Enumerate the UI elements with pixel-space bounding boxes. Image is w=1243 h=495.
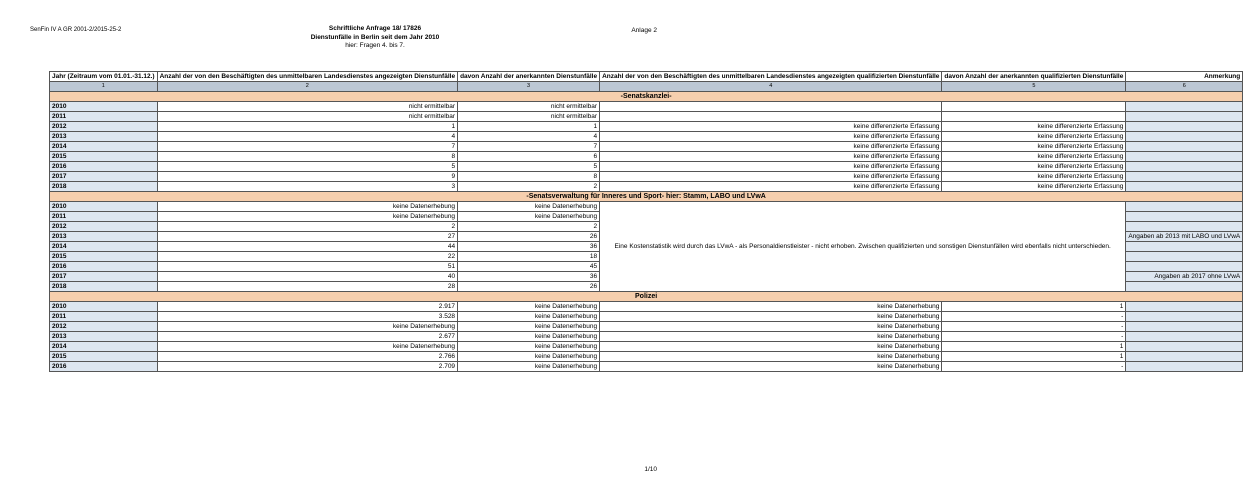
table-row (50, 112, 1243, 122)
table-row (50, 322, 1243, 332)
qualified-recognized-cell: - (942, 332, 1126, 342)
qualified-reported-cell: keine Datenerhebung (600, 312, 942, 322)
remark-cell (1126, 342, 1243, 352)
recognized-cell: nicht ermittelbar (458, 112, 600, 122)
col-number: 1 (50, 82, 158, 92)
recognized-cell: keine Datenerhebung (458, 212, 600, 222)
qualified-reported-cell: keine differenzierte Erfassung (600, 142, 942, 152)
year-cell: 2016 (50, 162, 158, 172)
reported-cell: 28 (157, 282, 457, 292)
recognized-cell: 26 (458, 232, 600, 242)
remark-cell (1126, 262, 1243, 272)
year-cell: 2013 (50, 132, 158, 142)
col-header-reported: Anzahl der von den Beschäftigten des unmittelbaren Landesdienstes angezeigten Dienstunfälle (157, 72, 457, 82)
reported-cell: 5 (157, 162, 457, 172)
remark-cell (1126, 202, 1243, 212)
reported-cell: 27 (157, 232, 457, 242)
reported-cell: nicht ermittelbar (157, 112, 457, 122)
qualified-recognized-cell: 1 (942, 342, 1126, 352)
qualified-recognized-cell: keine differenzierte Erfassung (942, 162, 1126, 172)
remark-cell (1126, 152, 1243, 162)
col-number: 2 (157, 82, 457, 92)
recognized-cell: 26 (458, 282, 600, 292)
recognized-cell: nicht ermittelbar (458, 102, 600, 112)
col-header-qualified-reported: Anzahl der von den Beschäftigten des unmittelbaren Landesdienstes angezeigten qualifizierten Dienstunfälle (600, 72, 942, 82)
recognized-cell: 36 (458, 272, 600, 282)
recognized-cell: keine Datenerhebung (458, 342, 600, 352)
year-cell: 2015 (50, 152, 158, 162)
qualified-recognized-cell: keine differenzierte Erfassung (942, 142, 1126, 152)
table-header-row (50, 72, 1243, 82)
year-cell: 2011 (50, 112, 158, 122)
table-row (50, 162, 1243, 172)
qualified-recognized-cell: keine differenzierte Erfassung (942, 132, 1126, 142)
col-number: 5 (942, 82, 1126, 92)
reported-cell: 7 (157, 142, 457, 152)
section-header-row (50, 192, 1243, 202)
remark-cell (1126, 142, 1243, 152)
remark-cell (1126, 172, 1243, 182)
reported-cell: keine Datenerhebung (157, 202, 457, 212)
reported-cell: 8 (157, 152, 457, 162)
reported-cell: 2.709 (157, 362, 457, 372)
year-cell: 2014 (50, 342, 158, 352)
year-cell: 2012 (50, 122, 158, 132)
qualified-reported-cell: keine Datenerhebung (600, 342, 942, 352)
reported-cell: keine Datenerhebung (157, 322, 457, 332)
reported-cell: 2.677 (157, 332, 457, 342)
table-row (50, 362, 1243, 372)
qualified-recognized-cell (942, 102, 1126, 112)
qualified-reported-cell: keine differenzierte Erfassung (600, 122, 942, 132)
remark-cell: Angaben ab 2017 ohne LVwA (1126, 272, 1243, 282)
recognized-cell: 2 (458, 182, 600, 192)
document-title-block (250, 25, 500, 51)
qualified-reported-cell: keine Datenerhebung (600, 352, 942, 362)
remark-cell (1126, 282, 1243, 292)
qualified-reported-cell: keine differenzierte Erfassung (600, 152, 942, 162)
col-header-remark: Anmerkung (1126, 72, 1243, 82)
qualified-reported-cell: keine Datenerhebung (600, 302, 942, 312)
recognized-cell: 18 (458, 252, 600, 262)
qualified-reported-cell: keine differenzierte Erfassung (600, 132, 942, 142)
remark-cell (1126, 322, 1243, 332)
remark-cell (1126, 242, 1243, 252)
reported-cell: 4 (157, 132, 457, 142)
qualified-recognized-cell: - (942, 322, 1126, 332)
year-cell: 2014 (50, 242, 158, 252)
remark-cell (1126, 132, 1243, 142)
qualified-recognized-cell: keine differenzierte Erfassung (942, 122, 1126, 132)
recognized-cell: keine Datenerhebung (458, 302, 600, 312)
year-cell: 2017 (50, 272, 158, 282)
reported-cell: 44 (157, 242, 457, 252)
year-cell: 2016 (50, 362, 158, 372)
reported-cell: 2.917 (157, 302, 457, 312)
year-cell: 2012 (50, 322, 158, 332)
year-cell: 2011 (50, 212, 158, 222)
remark-cell (1126, 182, 1243, 192)
section-title: -Senatskanzlei- (50, 92, 1243, 102)
remark-cell (1126, 362, 1243, 372)
table-row (50, 302, 1243, 312)
reported-cell: 22 (157, 252, 457, 262)
recognized-cell: keine Datenerhebung (458, 352, 600, 362)
section-title: -Senatsverwaltung für Inneres und Sport- hier: Stamm, LABO und LVwA (50, 192, 1243, 202)
table-row (50, 342, 1243, 352)
qualified-recognized-cell: 1 (942, 302, 1126, 312)
remark-cell (1126, 212, 1243, 222)
year-cell: 2013 (50, 332, 158, 342)
page-number: 1/10 (644, 466, 657, 473)
col-number: 6 (1126, 82, 1243, 92)
remark-cell (1126, 252, 1243, 262)
qualified-recognized-cell: - (942, 362, 1126, 372)
year-cell: 2015 (50, 252, 158, 262)
recognized-cell: 4 (458, 132, 600, 142)
title-line-3: hier: Fragen 4. bis 7. (345, 42, 405, 49)
recognized-cell: keine Datenerhebung (458, 322, 600, 332)
table-row (50, 152, 1243, 162)
remark-cell (1126, 312, 1243, 322)
table-row (50, 202, 1243, 212)
remark-cell (1126, 302, 1243, 312)
col-header-qualified-recognized: davon Anzahl der anerkannten qualifizierten Dienstunfälle (942, 72, 1126, 82)
recognized-cell: 7 (458, 142, 600, 152)
qualified-reported-cell: keine differenzierte Erfassung (600, 162, 942, 172)
reported-cell: 51 (157, 262, 457, 272)
remark-cell (1126, 332, 1243, 342)
remark-cell (1126, 102, 1243, 112)
merged-note-cell: Eine Kostenstatistik wird durch das LVwA - als Personaldienstleister - nicht erhoben. Zwischen qualifizierten und sonstigen Dienstunfällen wird ebenfalls nicht unterschieden. (600, 202, 1126, 292)
qualified-reported-cell: keine differenzierte Erfassung (600, 182, 942, 192)
table-row (50, 182, 1243, 192)
document-reference: SenFin IV A GR 2001-2/2015-25-2 (30, 27, 122, 33)
section-header-row (50, 292, 1243, 302)
table-row (50, 352, 1243, 362)
recognized-cell: 5 (458, 162, 600, 172)
qualified-recognized-cell: 1 (942, 352, 1126, 362)
qualified-reported-cell: keine Datenerhebung (600, 332, 942, 342)
year-cell: 2017 (50, 172, 158, 182)
remark-cell: Angaben ab 2013 mit LABO und LVwA (1126, 232, 1243, 242)
remark-cell (1126, 162, 1243, 172)
year-cell: 2014 (50, 142, 158, 152)
recognized-cell: 36 (458, 242, 600, 252)
reported-cell: 2.766 (157, 352, 457, 362)
title-line-2: Dienstunfälle in Berlin seit dem Jahr 2010 (310, 33, 440, 41)
section-title: Polizei (50, 292, 1243, 302)
recognized-cell: 1 (458, 122, 600, 132)
qualified-recognized-cell: - (942, 312, 1126, 322)
table-row (50, 122, 1243, 132)
remark-cell (1126, 112, 1243, 122)
recognized-cell: keine Datenerhebung (458, 332, 600, 342)
recognized-cell: 6 (458, 152, 600, 162)
reported-cell: 2 (157, 222, 457, 232)
recognized-cell: 2 (458, 222, 600, 232)
recognized-cell: 45 (458, 262, 600, 272)
year-cell: 2018 (50, 282, 158, 292)
col-header-recognized: davon Anzahl der anerkannten Dienstunfälle (458, 72, 600, 82)
section-header-row (50, 92, 1243, 102)
year-cell: 2018 (50, 182, 158, 192)
reported-cell: keine Datenerhebung (157, 342, 457, 352)
col-number: 3 (458, 82, 600, 92)
reported-cell: 9 (157, 172, 457, 182)
qualified-reported-cell: keine differenzierte Erfassung (600, 172, 942, 182)
col-number: 4 (600, 82, 942, 92)
table-row (50, 142, 1243, 152)
year-cell: 2016 (50, 262, 158, 272)
year-cell: 2012 (50, 222, 158, 232)
table-row (50, 332, 1243, 342)
recognized-cell: keine Datenerhebung (458, 362, 600, 372)
remark-cell (1126, 122, 1243, 132)
qualified-reported-cell (600, 112, 942, 122)
table-row (50, 102, 1243, 112)
qualified-reported-cell: keine Datenerhebung (600, 362, 942, 372)
remark-cell (1126, 222, 1243, 232)
qualified-reported-cell: keine Datenerhebung (600, 322, 942, 332)
table-row (50, 132, 1243, 142)
table-row (50, 312, 1243, 322)
accident-table (49, 71, 1243, 372)
remark-cell (1126, 352, 1243, 362)
reported-cell: 3.528 (157, 312, 457, 322)
recognized-cell: keine Datenerhebung (458, 202, 600, 212)
column-number-row (50, 82, 1243, 92)
reported-cell: keine Datenerhebung (157, 212, 457, 222)
qualified-recognized-cell (942, 112, 1126, 122)
reported-cell: nicht ermittelbar (157, 102, 457, 112)
qualified-recognized-cell: keine differenzierte Erfassung (942, 182, 1126, 192)
year-cell: 2013 (50, 232, 158, 242)
title-line-1: Schriftliche Anfrage 18/ 17826 (328, 25, 422, 32)
qualified-reported-cell (600, 102, 942, 112)
year-cell: 2010 (50, 302, 158, 312)
qualified-recognized-cell: keine differenzierte Erfassung (942, 172, 1126, 182)
year-cell: 2011 (50, 312, 158, 322)
year-cell: 2010 (50, 102, 158, 112)
recognized-cell: keine Datenerhebung (458, 312, 600, 322)
attachment-label: Anlage 2 (631, 27, 657, 34)
table-row (50, 172, 1243, 182)
year-cell: 2010 (50, 202, 158, 212)
recognized-cell: 8 (458, 172, 600, 182)
year-cell: 2015 (50, 352, 158, 362)
reported-cell: 3 (157, 182, 457, 192)
col-header-year: Jahr (Zeitraum vom 01.01.-31.12.) (50, 72, 158, 82)
reported-cell: 1 (157, 122, 457, 132)
reported-cell: 40 (157, 272, 457, 282)
qualified-recognized-cell: keine differenzierte Erfassung (942, 152, 1126, 162)
